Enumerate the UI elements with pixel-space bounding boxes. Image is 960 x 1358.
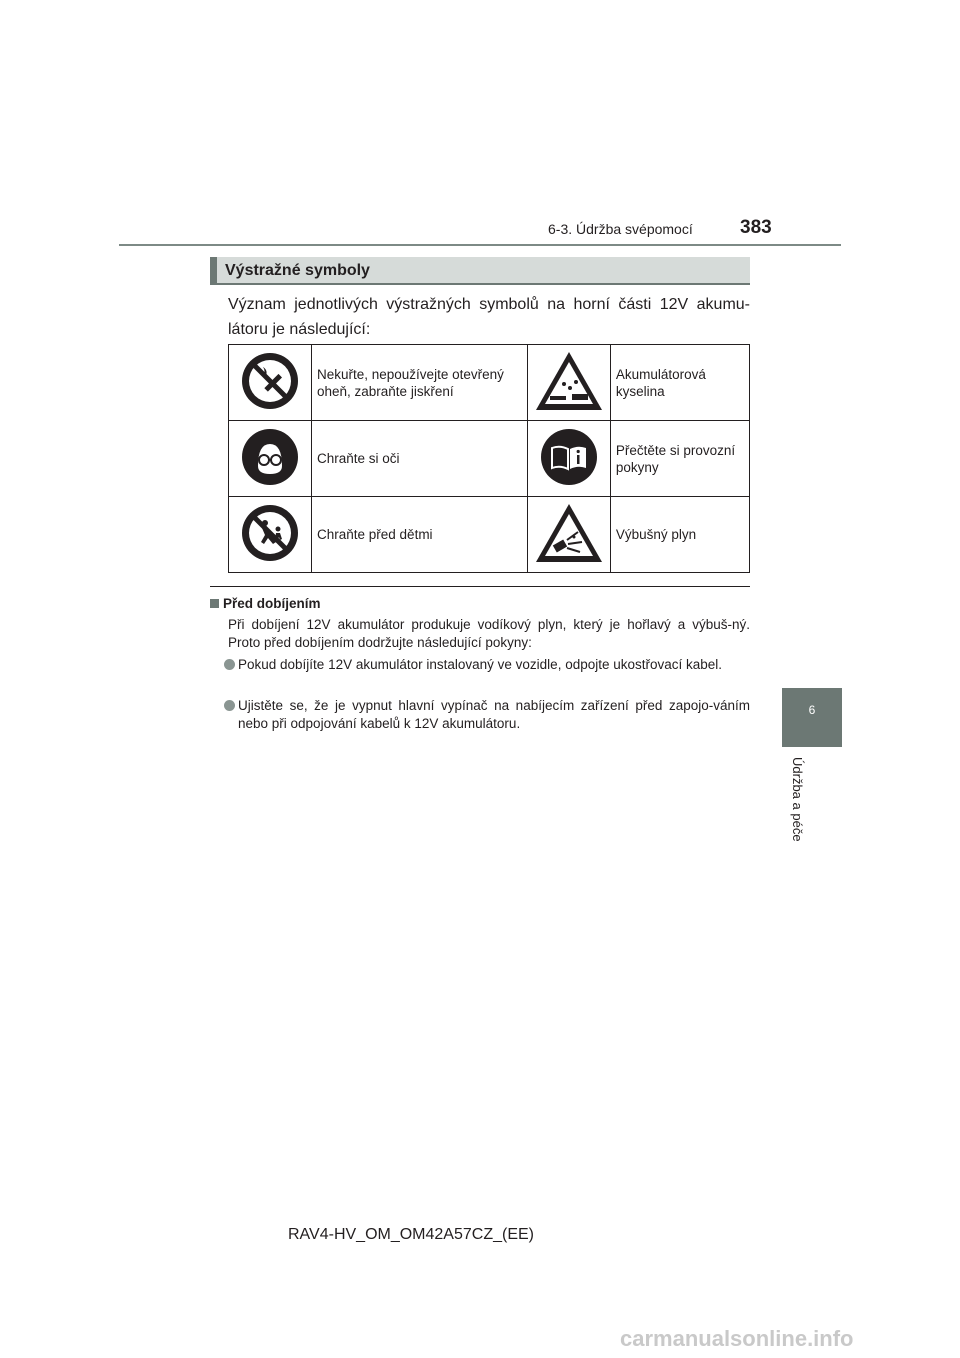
section-title: Výstražné symboly — [225, 262, 370, 279]
icon-cell — [229, 497, 312, 573]
icon-cell — [527, 497, 610, 573]
charging-heading-text: Před dobíjením — [223, 596, 321, 611]
bullet-icon — [224, 700, 235, 711]
charging-paragraph: Při dobíjení 12V akumulátor produkuje vodíkový plyn, který je hořlavý a výbuš-ný. Proto před dobíjením dodržujte následující pokyny: — [228, 617, 750, 650]
symbol-text: Přečtěte si provozní pokyny — [610, 421, 749, 497]
bullet-icon — [224, 659, 235, 670]
table-row — [229, 345, 750, 421]
table-row — [229, 421, 750, 497]
section-intro: Význam jednotlivých výstražných symbolů na horní části 12V akumu-látoru je následující: — [228, 296, 750, 338]
charging-heading — [210, 596, 321, 611]
list-item — [224, 697, 750, 733]
warning-symbols-table — [228, 344, 750, 573]
symbol-text: Akumulátorová kyselina — [610, 345, 749, 421]
header-rule — [119, 244, 841, 246]
symbol-text: Chraňte před dětmi — [312, 497, 528, 573]
read-manual-icon — [540, 428, 598, 486]
icon-cell — [229, 421, 312, 497]
icon-cell — [229, 345, 312, 421]
chapter-label: Údržba a péče — [790, 757, 805, 842]
symbol-text: Nekuřte, nepoužívejte otevřený oheň, zabraňte jiskření — [312, 345, 528, 421]
page-number: 383 — [740, 217, 772, 238]
explosive-gas-icon — [534, 502, 604, 564]
symbol-text: Výbušný plyn — [610, 497, 749, 573]
document-code: RAV4-HV_OM_OM42A57CZ_(EE) — [288, 1226, 534, 1243]
symbol-text: Chraňte si oči — [312, 421, 528, 497]
section-end-rule — [210, 586, 750, 587]
list-item-text: Ujistěte se, že je vypnut hlavní vypínač na nabíjecím zařízení před zapojo-váním nebo při odpojování kabelů k 12V akumulátoru. — [238, 698, 750, 731]
list-item-text: Pokud dobíjíte 12V akumulátor instalovaný ve vozidle, odpojte ukostřovací kabel. — [238, 657, 723, 672]
section-title-bar — [210, 257, 750, 285]
section-bar-accent — [210, 257, 217, 285]
list-item — [224, 656, 750, 674]
icon-cell — [527, 345, 610, 421]
table-row — [229, 497, 750, 573]
running-header-section: 6-3. Údržba svépomocí — [548, 221, 693, 237]
no-smoking-icon — [241, 352, 299, 410]
acid-warning-icon — [534, 350, 604, 412]
icon-cell — [527, 421, 610, 497]
eye-protection-icon — [241, 428, 299, 486]
keep-children-away-icon — [241, 504, 299, 562]
watermark: carmanualsonline.info — [620, 1326, 854, 1351]
heading-square-icon — [210, 599, 219, 608]
chapter-tab — [782, 688, 842, 747]
chapter-number: 6 — [808, 703, 816, 717]
